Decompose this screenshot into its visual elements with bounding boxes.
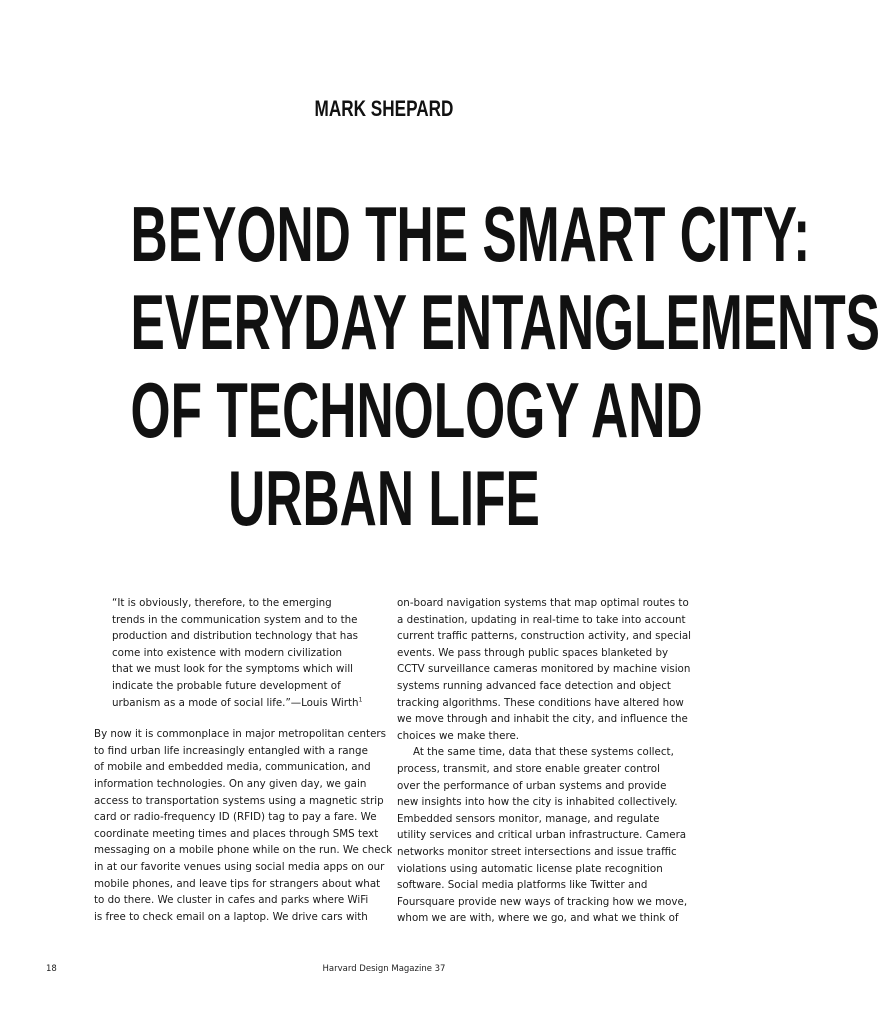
body-line: information technologies. On any given day, we gain: [94, 777, 367, 790]
body-line: to find urban life increasingly entangled with a range: [94, 744, 368, 757]
body-paragraph: [397, 595, 692, 744]
author-name: MARK SHEPARD: [314, 96, 454, 121]
body-line: tracking algorithms. These conditions have altered how: [397, 696, 684, 709]
body-line: access to transportation systems using a magnetic strip: [94, 794, 384, 807]
footnote-mark: 1: [358, 696, 363, 704]
body-line: networks monitor street intersections and issue traffic: [397, 845, 677, 858]
epigraph-line: [112, 695, 379, 712]
body-line: mobile phones, and leave tips for strangers about what: [94, 877, 381, 890]
body-line: coordinate meeting times and places through SMS text: [94, 827, 379, 840]
title-line: URBAN LIFE: [228, 454, 540, 542]
title-line: BEYOND THE SMART CITY:: [130, 190, 811, 278]
epigraph-line: trends in the communication system and to the: [112, 613, 358, 626]
body-line: Embedded sensors monitor, manage, and regulate: [397, 812, 660, 825]
title-line: EVERYDAY ENTANGLEMENTS: [130, 278, 880, 366]
body-line: violations using automatic license plate recognition: [397, 862, 663, 875]
body-line: over the performance of urban systems and provide: [397, 779, 667, 792]
body-line: process, transmit, and store enable greater control: [397, 762, 660, 775]
body-line: By now it is commonplace in major metropolitan centers: [94, 728, 387, 741]
epigraph-attribution: urbanism as a mode of social life.”—Louis Wirth: [112, 696, 359, 709]
body-line: current traffic patterns, construction activity, and special: [397, 630, 692, 643]
body-line: systems running advanced face detection and object: [397, 679, 671, 692]
article-title: [130, 190, 880, 542]
epigraph-line: production and distribution technology that has: [112, 630, 358, 643]
body-line: software. Social media platforms like Twitter and: [397, 879, 648, 892]
running-footer: Harvard Design Magazine 37: [322, 964, 446, 974]
body-line: on-board navigation systems that map optimal routes to: [397, 597, 689, 609]
left-column: [94, 595, 393, 925]
body-line: At the same time, data that these systems collect,: [413, 746, 674, 759]
body-line: utility services and critical urban infrastructure. Camera: [397, 829, 687, 842]
body-line: to do there. We cluster in cafes and parks where WiFi: [94, 894, 369, 907]
epigraph-line: “It is obviously, therefore, to the emerging: [112, 597, 332, 609]
spacer: [94, 711, 379, 726]
body-paragraph: [397, 744, 688, 927]
body-line: is free to check email on a laptop. We drive cars with: [94, 910, 368, 923]
body-line: card or radio-frequency ID (RFID) tag to pay a fare. We: [94, 811, 377, 824]
epigraph-line: come into existence with modern civilization: [112, 646, 343, 659]
body-line: messaging on a mobile phone while on the run. We check: [94, 844, 393, 857]
title-line: OF TECHNOLOGY AND: [130, 366, 703, 454]
epigraph-line: that we must look for the symptoms which will: [112, 663, 354, 676]
body-line: CCTV surveillance cameras monitored by machine vision: [397, 663, 691, 676]
body-line: whom we are with, where we go, and what we think of: [397, 912, 679, 925]
body-line: events. We pass through public spaces blanketed by: [397, 646, 669, 659]
body-line: of mobile and embedded media, communication, and: [94, 761, 371, 774]
right-column: [397, 595, 692, 927]
body-line: a destination, updating in real-time to take into account: [397, 613, 686, 626]
body-line: in at our favorite venues using social media apps on our: [94, 860, 385, 873]
body-line: choices we make there.: [397, 729, 520, 742]
epigraph-quote: [112, 595, 379, 711]
body-paragraph: [94, 726, 393, 925]
body-line: Foursquare provide new ways of tracking how we move,: [397, 895, 688, 908]
epigraph-line: indicate the probable future development of: [112, 679, 341, 692]
page-number: 18: [46, 964, 57, 974]
body-line: we move through and inhabit the city, and influence the: [397, 713, 688, 726]
body-line: new insights into how the city is inhabited collectively.: [397, 796, 678, 809]
